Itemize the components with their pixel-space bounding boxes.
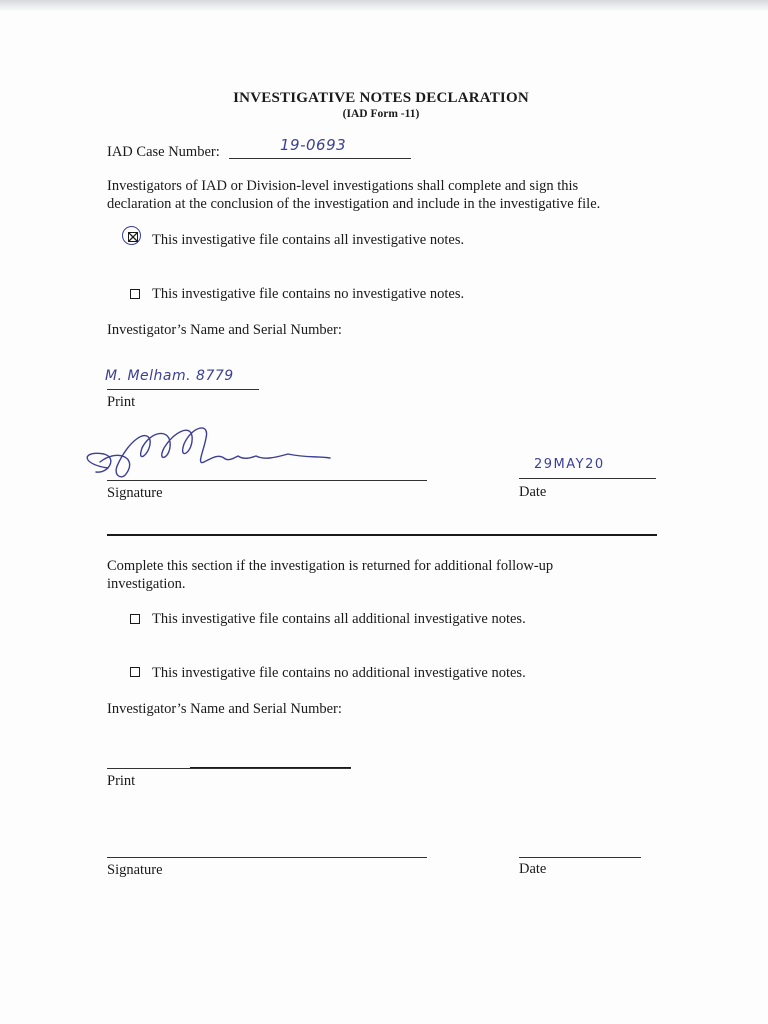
date-line [519,478,656,479]
date-value[interactable]: 29MAY20 [534,457,605,472]
print-line-2[interactable] [107,768,351,769]
investigator-name-label-2: Investigator’s Name and Serial Number: [107,701,342,717]
print-label-2: Print [107,773,136,789]
instructions-text: Investigators of IAD or Division-level investigations shall complete and sign this declaration at the conclusion of the investigation and include in the investigative file. [107,178,601,212]
signature-line-2[interactable] [107,857,427,858]
signature-label-2: Signature [107,862,163,878]
case-number-line [229,158,411,159]
signature-label: Signature [107,485,163,501]
option-all-additional-notes-label: This investigative file contains all additional investigative notes. [152,611,526,627]
option-no-additional-notes-label: This investigative file contains no additional investigative notes. [152,665,526,681]
checkbox-no-notes[interactable] [130,289,140,299]
followup-instructions-text: Complete this section if the investigation is returned for additional follow-up investigation. [107,558,554,592]
signature-line [107,480,427,481]
date-label-2: Date [519,861,547,877]
checkbox-all-additional-notes[interactable] [130,614,140,624]
check-x-icon [128,232,138,242]
option-no-notes-label: This investigative file contains no investigative notes. [152,286,465,302]
date-line-2[interactable] [519,857,641,858]
scan-edge [0,0,768,12]
section-divider [107,534,657,536]
case-number-label: IAD Case Number: [107,144,220,160]
option-all-notes-label: This investigative file contains all investigative notes. [152,232,465,248]
print-line [107,389,259,390]
case-number-value[interactable]: 19-0693 [280,136,347,154]
checkbox-all-notes[interactable] [128,232,138,242]
checkbox-no-additional-notes[interactable] [130,667,140,677]
print-label: Print [107,394,136,410]
form-subtitle: (IAD Form -11) [342,108,420,120]
print-name-value[interactable]: M. Melham. 8779 [105,368,234,384]
investigator-name-label: Investigator’s Name and Serial Number: [107,322,342,338]
form-title: INVESTIGATIVE NOTES DECLARATION [233,90,529,106]
print-line-2-bold [190,767,351,768]
date-label: Date [519,484,547,500]
